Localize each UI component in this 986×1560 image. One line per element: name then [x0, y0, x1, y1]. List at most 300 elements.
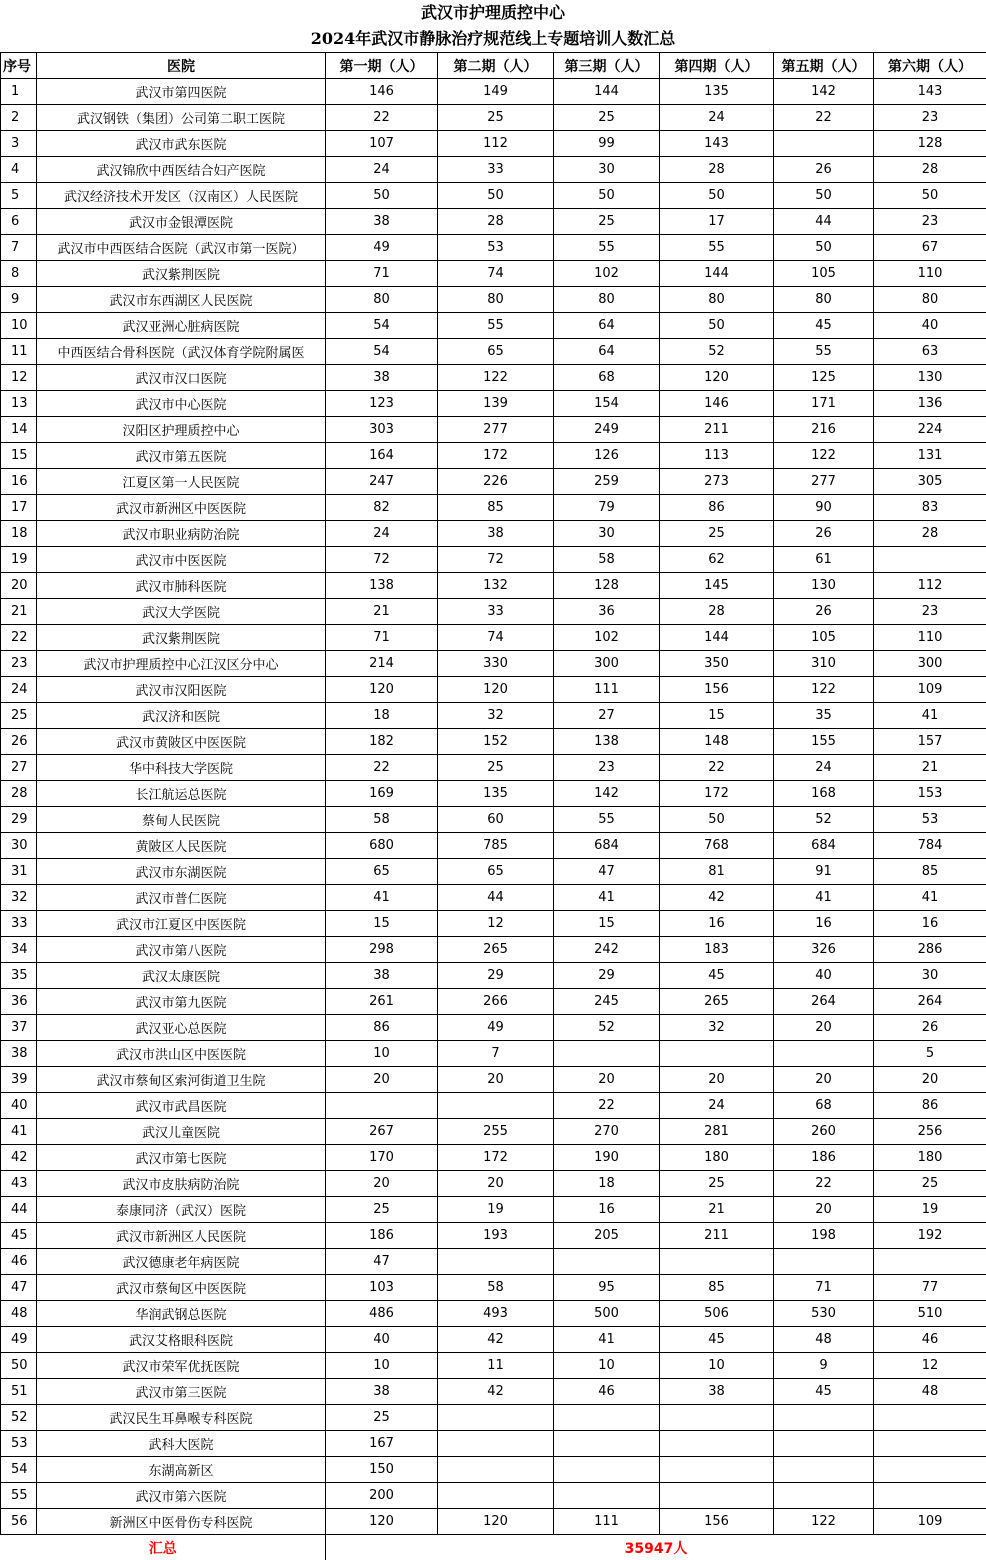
- cell-hospital[interactable]: 武汉市护理质控中心江汉区分中心: [37, 651, 326, 677]
- cell-period-4[interactable]: 42: [660, 885, 774, 911]
- header-period-6[interactable]: 第六期（人）: [874, 53, 986, 79]
- cell-index[interactable]: 41: [1, 1119, 37, 1145]
- cell-index[interactable]: 47: [1, 1275, 37, 1301]
- cell-period-1[interactable]: 54: [326, 313, 438, 339]
- cell-period-2[interactable]: 74: [438, 625, 554, 651]
- cell-period-2[interactable]: 44: [438, 885, 554, 911]
- cell-period-5[interactable]: [774, 1405, 874, 1431]
- cell-period-5[interactable]: 105: [774, 625, 874, 651]
- cell-hospital[interactable]: 武汉市荣军优抚医院: [37, 1353, 326, 1379]
- cell-hospital[interactable]: 武汉钢铁（集团）公司第二职工医院: [37, 105, 326, 131]
- cell-period-4[interactable]: [660, 1431, 774, 1457]
- cell-period-6[interactable]: 46: [874, 1327, 986, 1353]
- cell-period-3[interactable]: 684: [554, 833, 660, 859]
- cell-period-1[interactable]: 123: [326, 391, 438, 417]
- cell-period-6[interactable]: 110: [874, 625, 986, 651]
- cell-period-5[interactable]: 26: [774, 157, 874, 183]
- cell-period-3[interactable]: [554, 1457, 660, 1483]
- cell-period-3[interactable]: 249: [554, 417, 660, 443]
- cell-period-3[interactable]: 27: [554, 703, 660, 729]
- cell-period-5[interactable]: 530: [774, 1301, 874, 1327]
- cell-period-1[interactable]: 298: [326, 937, 438, 963]
- cell-period-3[interactable]: 15: [554, 911, 660, 937]
- cell-period-4[interactable]: 265: [660, 989, 774, 1015]
- cell-period-5[interactable]: 216: [774, 417, 874, 443]
- cell-period-3[interactable]: 190: [554, 1145, 660, 1171]
- cell-period-3[interactable]: 142: [554, 781, 660, 807]
- cell-period-2[interactable]: [438, 1093, 554, 1119]
- header-period-4[interactable]: 第四期（人）: [660, 53, 774, 79]
- cell-hospital[interactable]: 武汉市汉口医院: [37, 365, 326, 391]
- cell-period-5[interactable]: 9: [774, 1353, 874, 1379]
- header-period-3[interactable]: 第三期（人）: [554, 53, 660, 79]
- cell-period-5[interactable]: 26: [774, 599, 874, 625]
- cell-index[interactable]: 48: [1, 1301, 37, 1327]
- cell-period-5[interactable]: 186: [774, 1145, 874, 1171]
- cell-period-6[interactable]: 112: [874, 573, 986, 599]
- cell-period-3[interactable]: 102: [554, 625, 660, 651]
- cell-period-2[interactable]: 120: [438, 1509, 554, 1535]
- cell-index[interactable]: 42: [1, 1145, 37, 1171]
- cell-period-1[interactable]: 20: [326, 1067, 438, 1093]
- cell-index[interactable]: 25: [1, 703, 37, 729]
- cell-period-3[interactable]: 41: [554, 885, 660, 911]
- cell-hospital[interactable]: 长江航运总医院: [37, 781, 326, 807]
- cell-period-6[interactable]: 130: [874, 365, 986, 391]
- cell-period-1[interactable]: 167: [326, 1431, 438, 1457]
- cell-period-4[interactable]: 24: [660, 1093, 774, 1119]
- cell-hospital[interactable]: 武汉民生耳鼻喉专科医院: [37, 1405, 326, 1431]
- cell-index[interactable]: 23: [1, 651, 37, 677]
- cell-period-3[interactable]: 55: [554, 235, 660, 261]
- cell-period-1[interactable]: 10: [326, 1353, 438, 1379]
- cell-period-2[interactable]: 172: [438, 1145, 554, 1171]
- cell-hospital[interactable]: 华润武钢总医院: [37, 1301, 326, 1327]
- cell-hospital[interactable]: 武汉亚洲心脏病医院: [37, 313, 326, 339]
- cell-period-4[interactable]: 146: [660, 391, 774, 417]
- cell-hospital[interactable]: 武汉市中心医院: [37, 391, 326, 417]
- cell-period-3[interactable]: 111: [554, 677, 660, 703]
- cell-hospital[interactable]: 武汉市黄陂区中医医院: [37, 729, 326, 755]
- cell-index[interactable]: 22: [1, 625, 37, 651]
- cell-index[interactable]: 19: [1, 547, 37, 573]
- cell-period-4[interactable]: 81: [660, 859, 774, 885]
- cell-period-2[interactable]: 135: [438, 781, 554, 807]
- cell-period-6[interactable]: 157: [874, 729, 986, 755]
- cell-period-4[interactable]: 156: [660, 677, 774, 703]
- cell-period-6[interactable]: 41: [874, 703, 986, 729]
- cell-period-2[interactable]: 152: [438, 729, 554, 755]
- cell-period-4[interactable]: 86: [660, 495, 774, 521]
- cell-period-5[interactable]: 125: [774, 365, 874, 391]
- cell-index[interactable]: 52: [1, 1405, 37, 1431]
- cell-period-3[interactable]: 64: [554, 313, 660, 339]
- cell-period-1[interactable]: 25: [326, 1197, 438, 1223]
- cell-period-3[interactable]: [554, 1405, 660, 1431]
- cell-period-4[interactable]: 25: [660, 1171, 774, 1197]
- cell-period-1[interactable]: 169: [326, 781, 438, 807]
- cell-period-4[interactable]: 156: [660, 1509, 774, 1535]
- cell-period-5[interactable]: 91: [774, 859, 874, 885]
- cell-period-4[interactable]: 50: [660, 183, 774, 209]
- cell-period-4[interactable]: 20: [660, 1067, 774, 1093]
- cell-period-5[interactable]: 22: [774, 105, 874, 131]
- cell-period-5[interactable]: 122: [774, 1509, 874, 1535]
- cell-index[interactable]: 31: [1, 859, 37, 885]
- cell-period-5[interactable]: 20: [774, 1015, 874, 1041]
- cell-period-6[interactable]: 305: [874, 469, 986, 495]
- cell-period-3[interactable]: 500: [554, 1301, 660, 1327]
- cell-index[interactable]: 44: [1, 1197, 37, 1223]
- cell-period-5[interactable]: 40: [774, 963, 874, 989]
- cell-period-2[interactable]: [438, 1431, 554, 1457]
- cell-period-2[interactable]: 53: [438, 235, 554, 261]
- cell-index[interactable]: 16: [1, 469, 37, 495]
- cell-period-1[interactable]: 38: [326, 365, 438, 391]
- cell-period-1[interactable]: 182: [326, 729, 438, 755]
- cell-period-5[interactable]: 20: [774, 1197, 874, 1223]
- cell-period-2[interactable]: 29: [438, 963, 554, 989]
- cell-index[interactable]: 15: [1, 443, 37, 469]
- cell-period-3[interactable]: 30: [554, 157, 660, 183]
- cell-period-4[interactable]: 55: [660, 235, 774, 261]
- cell-period-1[interactable]: 107: [326, 131, 438, 157]
- cell-period-2[interactable]: 226: [438, 469, 554, 495]
- cell-period-1[interactable]: 24: [326, 157, 438, 183]
- cell-period-3[interactable]: 95: [554, 1275, 660, 1301]
- cell-period-3[interactable]: 52: [554, 1015, 660, 1041]
- cell-period-5[interactable]: 24: [774, 755, 874, 781]
- cell-period-4[interactable]: 144: [660, 625, 774, 651]
- cell-period-5[interactable]: 26: [774, 521, 874, 547]
- cell-hospital[interactable]: 黄陂区人民医院: [37, 833, 326, 859]
- summary-label[interactable]: 汇总: [1, 1535, 326, 1560]
- cell-period-2[interactable]: 120: [438, 677, 554, 703]
- cell-period-6[interactable]: 21: [874, 755, 986, 781]
- cell-period-1[interactable]: 22: [326, 755, 438, 781]
- cell-index[interactable]: 53: [1, 1431, 37, 1457]
- cell-period-6[interactable]: 67: [874, 235, 986, 261]
- cell-period-1[interactable]: 24: [326, 521, 438, 547]
- cell-period-6[interactable]: 63: [874, 339, 986, 365]
- cell-period-5[interactable]: 41: [774, 885, 874, 911]
- cell-period-5[interactable]: 22: [774, 1171, 874, 1197]
- cell-period-4[interactable]: 38: [660, 1379, 774, 1405]
- cell-hospital[interactable]: 武汉市第八医院: [37, 937, 326, 963]
- cell-period-3[interactable]: 205: [554, 1223, 660, 1249]
- cell-period-4[interactable]: 180: [660, 1145, 774, 1171]
- cell-period-3[interactable]: 58: [554, 547, 660, 573]
- cell-period-4[interactable]: 113: [660, 443, 774, 469]
- cell-period-5[interactable]: 45: [774, 313, 874, 339]
- cell-hospital[interactable]: 武汉市武东医院: [37, 131, 326, 157]
- cell-period-4[interactable]: 144: [660, 261, 774, 287]
- cell-period-6[interactable]: 77: [874, 1275, 986, 1301]
- cell-period-1[interactable]: 15: [326, 911, 438, 937]
- cell-period-5[interactable]: 71: [774, 1275, 874, 1301]
- cell-period-3[interactable]: 102: [554, 261, 660, 287]
- cell-period-3[interactable]: 242: [554, 937, 660, 963]
- cell-index[interactable]: 17: [1, 495, 37, 521]
- cell-hospital[interactable]: 华中科技大学医院: [37, 755, 326, 781]
- cell-period-1[interactable]: 21: [326, 599, 438, 625]
- cell-period-4[interactable]: 50: [660, 313, 774, 339]
- cell-period-3[interactable]: 55: [554, 807, 660, 833]
- cell-hospital[interactable]: 武汉市洪山区中医医院: [37, 1041, 326, 1067]
- cell-period-2[interactable]: 33: [438, 599, 554, 625]
- cell-period-5[interactable]: 55: [774, 339, 874, 365]
- cell-index[interactable]: 4: [1, 157, 37, 183]
- cell-period-4[interactable]: [660, 1405, 774, 1431]
- cell-index[interactable]: 46: [1, 1249, 37, 1275]
- cell-period-6[interactable]: 48: [874, 1379, 986, 1405]
- cell-period-2[interactable]: 65: [438, 859, 554, 885]
- cell-hospital[interactable]: 武汉市中医医院: [37, 547, 326, 573]
- cell-index[interactable]: 26: [1, 729, 37, 755]
- cell-period-4[interactable]: 32: [660, 1015, 774, 1041]
- cell-period-6[interactable]: 40: [874, 313, 986, 339]
- cell-period-1[interactable]: 65: [326, 859, 438, 885]
- cell-period-3[interactable]: 22: [554, 1093, 660, 1119]
- cell-period-2[interactable]: 149: [438, 79, 554, 105]
- cell-period-3[interactable]: 300: [554, 651, 660, 677]
- cell-hospital[interactable]: 武汉德康老年病医院: [37, 1249, 326, 1275]
- cell-period-6[interactable]: 83: [874, 495, 986, 521]
- cell-period-4[interactable]: 28: [660, 599, 774, 625]
- cell-period-6[interactable]: 12: [874, 1353, 986, 1379]
- cell-hospital[interactable]: 武汉市第七医院: [37, 1145, 326, 1171]
- cell-index[interactable]: 33: [1, 911, 37, 937]
- cell-period-1[interactable]: 38: [326, 1379, 438, 1405]
- cell-period-3[interactable]: 41: [554, 1327, 660, 1353]
- cell-period-5[interactable]: [774, 1457, 874, 1483]
- cell-hospital[interactable]: 武汉儿童医院: [37, 1119, 326, 1145]
- cell-period-1[interactable]: 120: [326, 1509, 438, 1535]
- cell-period-3[interactable]: 29: [554, 963, 660, 989]
- cell-period-4[interactable]: 145: [660, 573, 774, 599]
- cell-period-2[interactable]: 74: [438, 261, 554, 287]
- cell-period-4[interactable]: 768: [660, 833, 774, 859]
- cell-period-1[interactable]: 120: [326, 677, 438, 703]
- cell-period-4[interactable]: 506: [660, 1301, 774, 1327]
- cell-period-1[interactable]: 25: [326, 1405, 438, 1431]
- cell-period-1[interactable]: 146: [326, 79, 438, 105]
- cell-period-4[interactable]: 10: [660, 1353, 774, 1379]
- cell-index[interactable]: 37: [1, 1015, 37, 1041]
- cell-period-2[interactable]: 255: [438, 1119, 554, 1145]
- cell-period-2[interactable]: 28: [438, 209, 554, 235]
- cell-period-2[interactable]: 42: [438, 1379, 554, 1405]
- cell-period-6[interactable]: 28: [874, 157, 986, 183]
- cell-period-4[interactable]: 28: [660, 157, 774, 183]
- cell-period-1[interactable]: 22: [326, 105, 438, 131]
- cell-period-6[interactable]: 286: [874, 937, 986, 963]
- cell-period-1[interactable]: 72: [326, 547, 438, 573]
- cell-period-1[interactable]: 58: [326, 807, 438, 833]
- cell-index[interactable]: 55: [1, 1483, 37, 1509]
- cell-period-2[interactable]: 50: [438, 183, 554, 209]
- cell-index[interactable]: 11: [1, 339, 37, 365]
- cell-period-3[interactable]: 25: [554, 209, 660, 235]
- cell-period-2[interactable]: 25: [438, 105, 554, 131]
- cell-period-2[interactable]: 58: [438, 1275, 554, 1301]
- cell-hospital[interactable]: 武汉市武昌医院: [37, 1093, 326, 1119]
- cell-period-3[interactable]: 259: [554, 469, 660, 495]
- cell-period-6[interactable]: 19: [874, 1197, 986, 1223]
- cell-period-3[interactable]: 99: [554, 131, 660, 157]
- cell-period-5[interactable]: 277: [774, 469, 874, 495]
- cell-hospital[interactable]: 武汉市皮肤病防治院: [37, 1171, 326, 1197]
- cell-period-6[interactable]: 510: [874, 1301, 986, 1327]
- cell-period-6[interactable]: 109: [874, 677, 986, 703]
- cell-period-4[interactable]: 85: [660, 1275, 774, 1301]
- cell-period-2[interactable]: 85: [438, 495, 554, 521]
- cell-hospital[interactable]: 武科大医院: [37, 1431, 326, 1457]
- cell-index[interactable]: 21: [1, 599, 37, 625]
- cell-period-3[interactable]: [554, 1249, 660, 1275]
- cell-hospital[interactable]: 武汉市东湖医院: [37, 859, 326, 885]
- cell-index[interactable]: 5: [1, 183, 37, 209]
- cell-hospital[interactable]: 武汉市第六医院: [37, 1483, 326, 1509]
- cell-index[interactable]: 45: [1, 1223, 37, 1249]
- cell-hospital[interactable]: 武汉亚心总医院: [37, 1015, 326, 1041]
- cell-period-2[interactable]: 122: [438, 365, 554, 391]
- cell-period-5[interactable]: 122: [774, 443, 874, 469]
- cell-period-5[interactable]: 35: [774, 703, 874, 729]
- cell-period-1[interactable]: 680: [326, 833, 438, 859]
- cell-hospital[interactable]: 武汉市第三医院: [37, 1379, 326, 1405]
- cell-index[interactable]: 49: [1, 1327, 37, 1353]
- cell-period-6[interactable]: 23: [874, 105, 986, 131]
- cell-period-2[interactable]: 12: [438, 911, 554, 937]
- cell-period-6[interactable]: 53: [874, 807, 986, 833]
- cell-period-2[interactable]: 20: [438, 1067, 554, 1093]
- cell-period-6[interactable]: 50: [874, 183, 986, 209]
- cell-period-6[interactable]: 143: [874, 79, 986, 105]
- cell-period-3[interactable]: 46: [554, 1379, 660, 1405]
- cell-hospital[interactable]: 武汉太康医院: [37, 963, 326, 989]
- cell-period-6[interactable]: 85: [874, 859, 986, 885]
- cell-period-5[interactable]: 198: [774, 1223, 874, 1249]
- cell-period-3[interactable]: 126: [554, 443, 660, 469]
- cell-period-2[interactable]: 38: [438, 521, 554, 547]
- cell-period-4[interactable]: 45: [660, 1327, 774, 1353]
- cell-period-3[interactable]: 64: [554, 339, 660, 365]
- cell-hospital[interactable]: 武汉锦欣中西医结合妇产医院: [37, 157, 326, 183]
- cell-period-4[interactable]: [660, 1483, 774, 1509]
- cell-period-3[interactable]: 80: [554, 287, 660, 313]
- cell-period-1[interactable]: 10: [326, 1041, 438, 1067]
- cell-period-5[interactable]: 20: [774, 1067, 874, 1093]
- cell-index[interactable]: 51: [1, 1379, 37, 1405]
- cell-hospital[interactable]: 武汉市江夏区中医医院: [37, 911, 326, 937]
- cell-period-1[interactable]: 267: [326, 1119, 438, 1145]
- cell-period-6[interactable]: 110: [874, 261, 986, 287]
- cell-index[interactable]: 34: [1, 937, 37, 963]
- cell-period-1[interactable]: 47: [326, 1249, 438, 1275]
- cell-period-1[interactable]: 86: [326, 1015, 438, 1041]
- cell-period-2[interactable]: 330: [438, 651, 554, 677]
- cell-index[interactable]: 1: [1, 79, 37, 105]
- cell-period-4[interactable]: 50: [660, 807, 774, 833]
- header-period-1[interactable]: 第一期（人）: [326, 53, 438, 79]
- cell-hospital[interactable]: 武汉艾格眼科医院: [37, 1327, 326, 1353]
- cell-period-3[interactable]: 20: [554, 1067, 660, 1093]
- cell-period-5[interactable]: [774, 1041, 874, 1067]
- cell-period-1[interactable]: 18: [326, 703, 438, 729]
- cell-period-3[interactable]: 270: [554, 1119, 660, 1145]
- cell-hospital[interactable]: 武汉市职业病防治院: [37, 521, 326, 547]
- cell-period-2[interactable]: 19: [438, 1197, 554, 1223]
- cell-period-6[interactable]: 180: [874, 1145, 986, 1171]
- cell-period-2[interactable]: 193: [438, 1223, 554, 1249]
- cell-period-2[interactable]: 132: [438, 573, 554, 599]
- cell-index[interactable]: 39: [1, 1067, 37, 1093]
- cell-period-3[interactable]: 23: [554, 755, 660, 781]
- cell-period-1[interactable]: 40: [326, 1327, 438, 1353]
- cell-hospital[interactable]: 东湖高新区: [37, 1457, 326, 1483]
- cell-period-6[interactable]: [874, 1431, 986, 1457]
- cell-index[interactable]: 32: [1, 885, 37, 911]
- cell-period-2[interactable]: [438, 1249, 554, 1275]
- cell-period-3[interactable]: 50: [554, 183, 660, 209]
- cell-period-4[interactable]: 135: [660, 79, 774, 105]
- cell-period-6[interactable]: [874, 1457, 986, 1483]
- cell-period-4[interactable]: 17: [660, 209, 774, 235]
- cell-period-6[interactable]: [874, 547, 986, 573]
- header-hospital[interactable]: 医院: [37, 53, 326, 79]
- cell-hospital[interactable]: 武汉市第九医院: [37, 989, 326, 1015]
- cell-index[interactable]: 12: [1, 365, 37, 391]
- cell-period-4[interactable]: 183: [660, 937, 774, 963]
- cell-period-2[interactable]: 172: [438, 443, 554, 469]
- cell-period-3[interactable]: 68: [554, 365, 660, 391]
- cell-period-1[interactable]: 486: [326, 1301, 438, 1327]
- cell-period-4[interactable]: 172: [660, 781, 774, 807]
- cell-period-1[interactable]: [326, 1093, 438, 1119]
- cell-period-5[interactable]: 90: [774, 495, 874, 521]
- cell-period-4[interactable]: 211: [660, 417, 774, 443]
- cell-hospital[interactable]: 武汉紫荆医院: [37, 625, 326, 651]
- cell-period-2[interactable]: 112: [438, 131, 554, 157]
- cell-period-2[interactable]: 277: [438, 417, 554, 443]
- cell-period-6[interactable]: 16: [874, 911, 986, 937]
- cell-period-1[interactable]: 71: [326, 261, 438, 287]
- cell-period-2[interactable]: 785: [438, 833, 554, 859]
- cell-period-4[interactable]: 15: [660, 703, 774, 729]
- cell-period-1[interactable]: 50: [326, 183, 438, 209]
- cell-period-2[interactable]: 11: [438, 1353, 554, 1379]
- cell-period-4[interactable]: 24: [660, 105, 774, 131]
- cell-index[interactable]: 7: [1, 235, 37, 261]
- cell-period-2[interactable]: 80: [438, 287, 554, 313]
- cell-period-2[interactable]: [438, 1405, 554, 1431]
- cell-period-3[interactable]: 25: [554, 105, 660, 131]
- cell-period-1[interactable]: 261: [326, 989, 438, 1015]
- cell-index[interactable]: 35: [1, 963, 37, 989]
- cell-period-1[interactable]: 164: [326, 443, 438, 469]
- cell-hospital[interactable]: 武汉大学医院: [37, 599, 326, 625]
- cell-period-1[interactable]: 247: [326, 469, 438, 495]
- cell-period-4[interactable]: 148: [660, 729, 774, 755]
- cell-period-2[interactable]: [438, 1483, 554, 1509]
- cell-hospital[interactable]: 武汉市第四医院: [37, 79, 326, 105]
- cell-period-5[interactable]: [774, 1431, 874, 1457]
- cell-period-3[interactable]: 245: [554, 989, 660, 1015]
- cell-period-5[interactable]: 48: [774, 1327, 874, 1353]
- cell-hospital[interactable]: 泰康同济（武汉）医院: [37, 1197, 326, 1223]
- cell-index[interactable]: 50: [1, 1353, 37, 1379]
